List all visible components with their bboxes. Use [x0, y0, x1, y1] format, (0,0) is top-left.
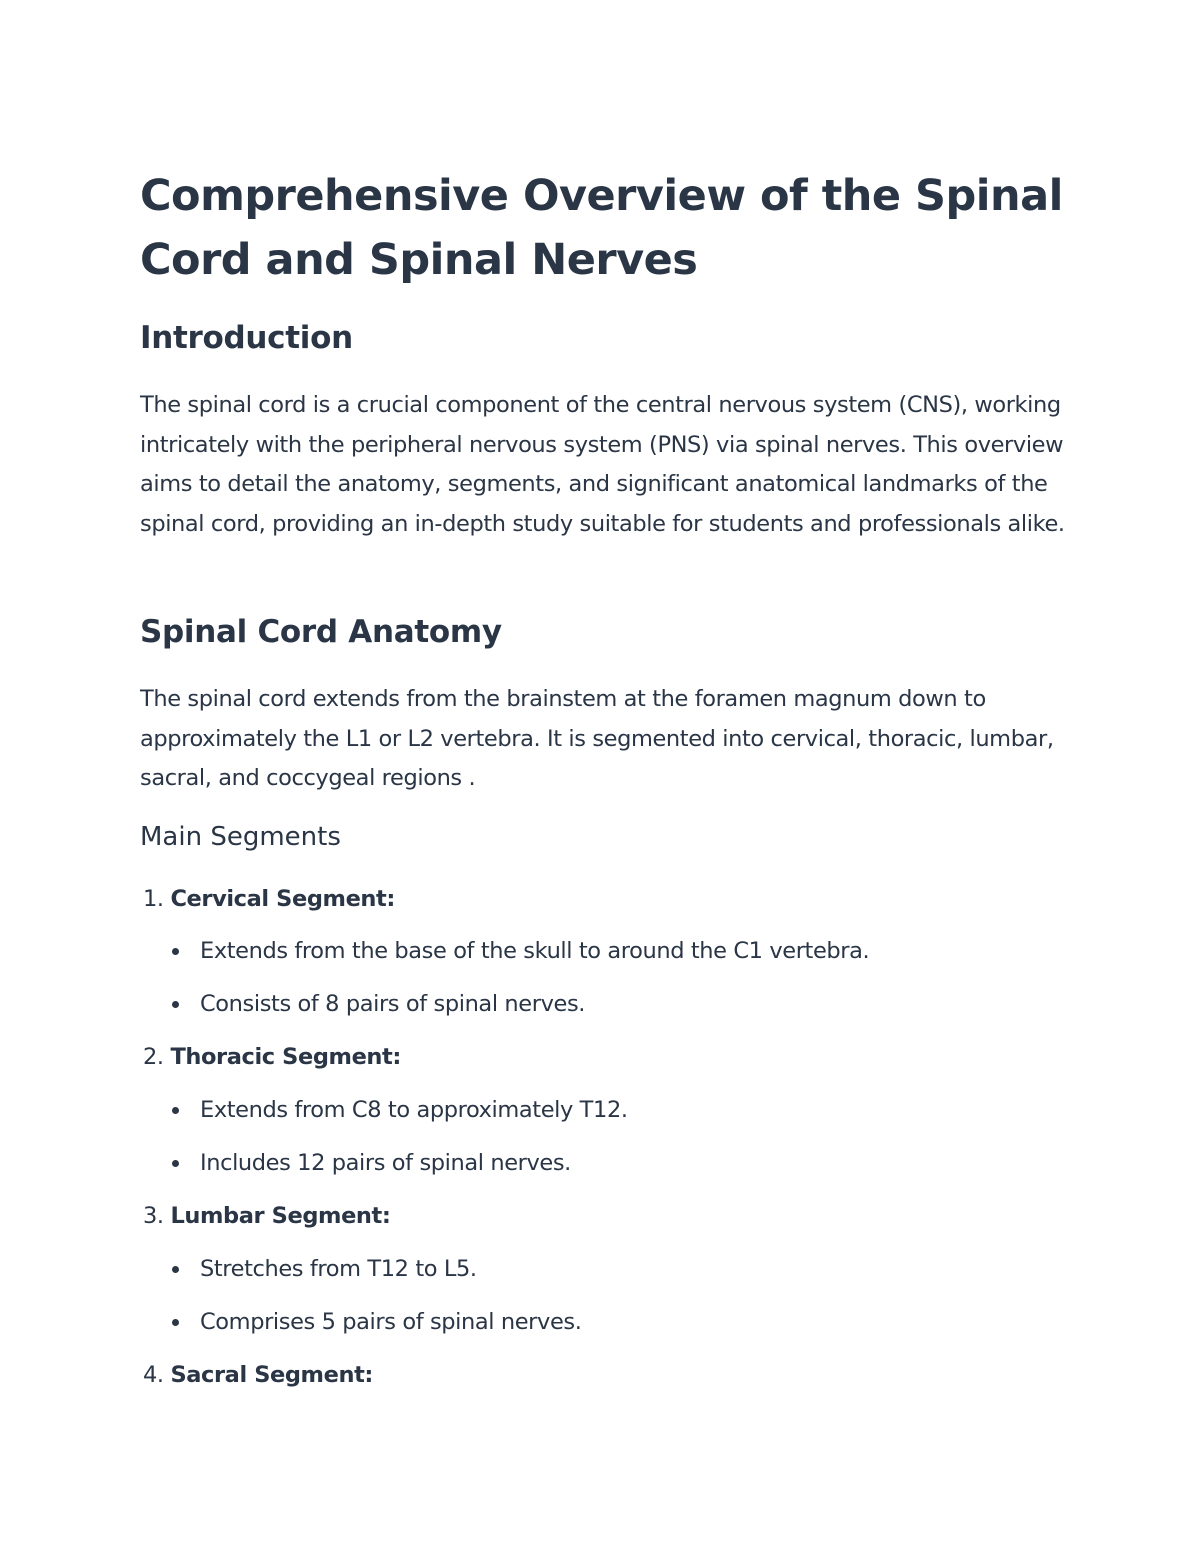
- section-heading-introduction: Introduction: [140, 320, 353, 356]
- introduction-paragraph: The spinal cord is a crucial component of the central nervous system (CNS), working intricately with the peripheral nervous system (PNS) via spinal nerves. This overview aims to detail the anatomy, segments, and significant anatomical landmarks of the spinal cord, providing an in-depth study suitable for students and professionals alike.: [140, 392, 1065, 537]
- segment-item-sacral: [143, 1360, 373, 1390]
- list-item: [172, 1148, 571, 1178]
- segment-name: Thoracic Segment:: [170, 1044, 402, 1070]
- list-item: [172, 1095, 628, 1125]
- anatomy-paragraph: The spinal cord extends from the brainstem at the foramen magnum down to approximately the L1 or L2 vertebra. It is segmented into cervical, thoracic, lumbar, sacral, and coccygeal regions .: [140, 686, 1054, 792]
- segment-number: 4.: [143, 1362, 164, 1388]
- bullet-icon: [172, 1319, 179, 1326]
- bullet-icon: [172, 1001, 179, 1008]
- segment-name: Lumbar Segment:: [170, 1203, 391, 1229]
- segment-number: 2.: [143, 1044, 164, 1070]
- segment-item-thoracic: [143, 1042, 401, 1072]
- bullet-text: Stretches from T12 to L5.: [200, 1256, 477, 1282]
- list-item: [172, 989, 585, 1019]
- subheading-main-segments: Main Segments: [140, 822, 341, 852]
- segment-name: Cervical Segment:: [170, 886, 395, 912]
- bullet-text: Extends from the base of the skull to around the C1 vertebra.: [200, 938, 870, 964]
- segment-number: 1.: [143, 886, 164, 912]
- bullet-text: Consists of 8 pairs of spinal nerves.: [200, 991, 586, 1017]
- list-item: [172, 1254, 477, 1284]
- bullet-text: Comprises 5 pairs of spinal nerves.: [200, 1309, 582, 1335]
- list-item: [172, 936, 869, 966]
- bullet-icon: [172, 1266, 179, 1273]
- segment-name: Sacral Segment:: [170, 1362, 374, 1388]
- bullet-icon: [172, 1107, 179, 1114]
- bullet-text: Includes 12 pairs of spinal nerves.: [200, 1150, 571, 1176]
- segment-item-lumbar: [143, 1201, 391, 1231]
- segment-item-cervical: [143, 884, 395, 914]
- bullet-text: Extends from C8 to approximately T12.: [200, 1097, 628, 1123]
- bullet-icon: [172, 1160, 179, 1167]
- segment-number: 3.: [143, 1203, 164, 1229]
- bullet-icon: [172, 948, 179, 955]
- list-item: [172, 1307, 581, 1337]
- section-heading-anatomy: Spinal Cord Anatomy: [140, 614, 502, 650]
- page-title: Comprehensive Overview of the Spinal Cord and Spinal Nerves: [140, 171, 1063, 285]
